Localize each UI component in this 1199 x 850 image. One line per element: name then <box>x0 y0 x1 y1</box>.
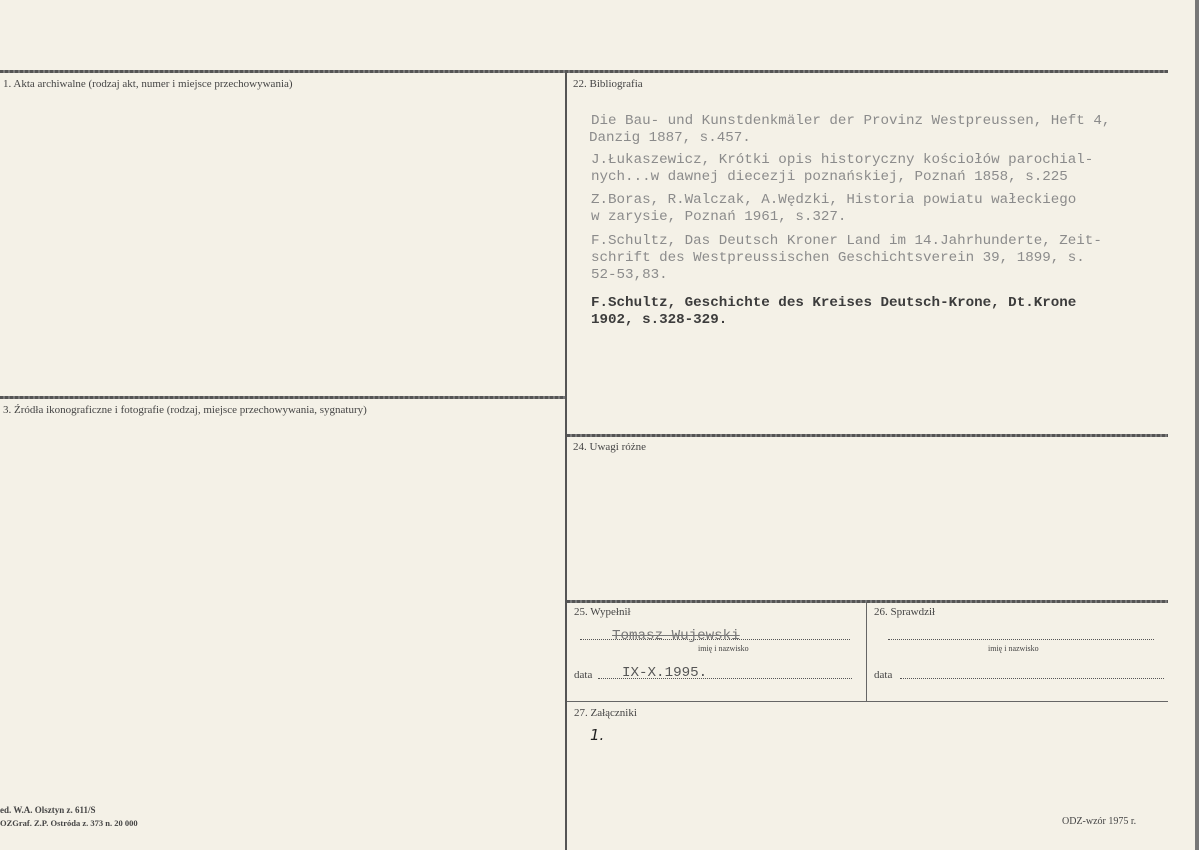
section-27-label: 27. Załączniki <box>574 707 637 719</box>
checked-by-date-label: data <box>874 669 893 681</box>
right-rule-24 <box>567 434 1168 437</box>
bibliography-entry: Die Bau- und Kunstdenkmäler der Provinz Westpreussen, Heft 4, Danzig 1887, s.457. <box>589 113 1111 146</box>
footer-print-info-1: ed. W.A. Olsztyn z. 611/S <box>0 805 96 815</box>
filled-by-name: Tomasz Wujewski <box>612 628 740 644</box>
attachments-count: 1. <box>590 726 605 744</box>
checked-by-name-caption: imię i nazwisko <box>988 644 1039 653</box>
footer-form-id: ODZ-wzór 1975 r. <box>1062 816 1137 827</box>
bibliography-entry: J.Łukaszewicz, Krótki opis historyczny kościołów parochial- nych...w dawnej diecezji poznańskiej, Poznań 1858, s.225 <box>591 152 1094 185</box>
section-23-label: 3. Źródła ikonograficzne i fotografie (rodzaj, miejsce przechowywania, sygnatury) <box>3 404 367 416</box>
section-22-label: 22. Bibliografia <box>573 78 643 90</box>
right-rule-25 <box>567 600 1168 603</box>
top-rule <box>0 70 1168 73</box>
checked-by-name-line <box>888 639 1154 640</box>
section-21-label: 1. Akta archiwalne (rodzaj akt, numer i miejsce przechowywania) <box>3 78 293 90</box>
checked-by-date-line <box>900 678 1164 679</box>
bibliography-entry: F.Schultz, Das Deutsch Kroner Land im 14.Jahrhunderte, Zeit- schrift des Westpreussischen Geschichtsverein 39, 1899, s. 52-53,83. <box>591 233 1102 283</box>
filled-by-name-line <box>580 639 850 640</box>
bibliography-entry: F.Schultz, Geschichte des Kreises Deutsch-Krone, Dt.Krone 1902, s.328-329. <box>591 295 1077 328</box>
filled-checked-divider <box>866 602 867 701</box>
section-24-label: 24. Uwagi różne <box>573 441 647 453</box>
left-mid-rule <box>0 396 565 399</box>
bibliography-entry: Z.Boras, R.Walczak, A.Wędzki, Historia powiatu wałeckiego w zarysie, Poznań 1961, s.327. <box>591 192 1077 225</box>
filled-by-date-line <box>598 678 852 679</box>
center-divider <box>565 72 567 850</box>
filled-by-date-label: data <box>574 669 593 681</box>
section-25-label: 25. Wypełnił <box>574 606 631 618</box>
filled-by-name-caption: imię i nazwisko <box>698 644 749 653</box>
filled-by-date: IX-X.1995. <box>622 665 708 681</box>
section-26-label: 26. Sprawdził <box>874 606 936 618</box>
card-edge <box>1195 0 1199 850</box>
footer-print-info-2: OZGraf. Z.P. Ostróda z. 373 n. 20 000 <box>0 818 138 828</box>
right-rule-27 <box>567 701 1168 702</box>
